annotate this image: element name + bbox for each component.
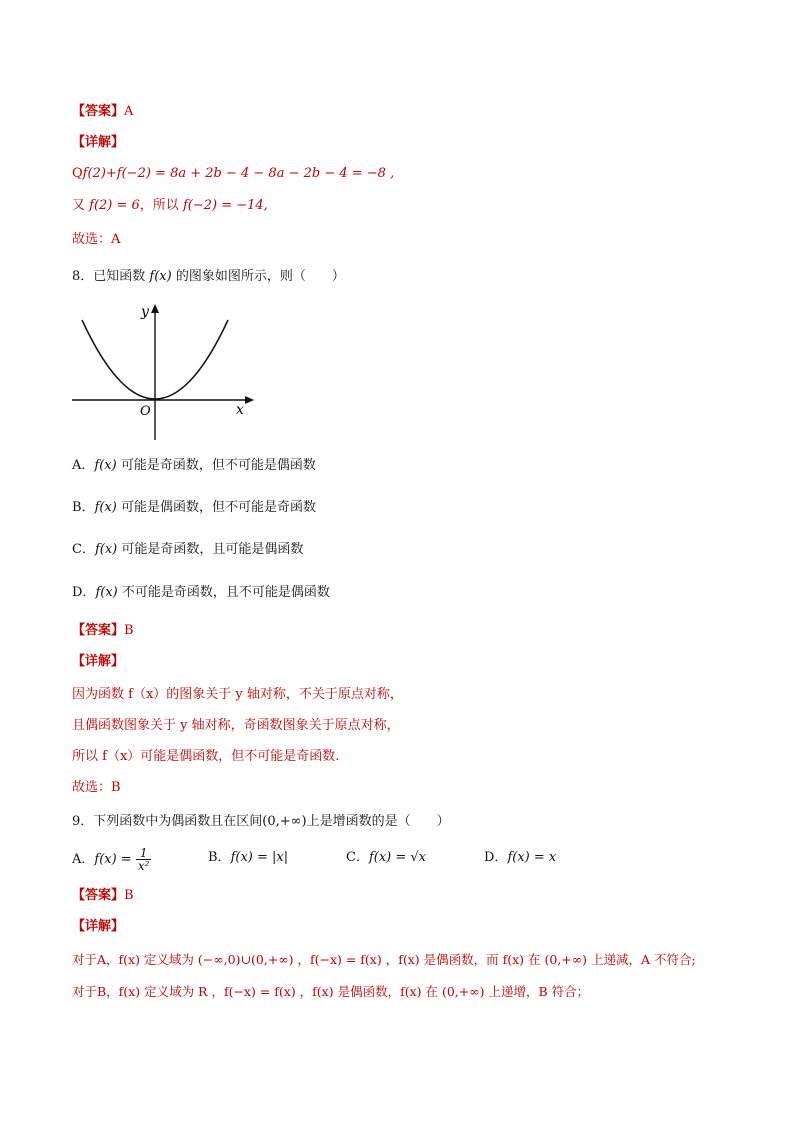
option-math: f(x) = bbox=[94, 852, 136, 867]
question-9-stem bbox=[72, 813, 450, 831]
question-8-stem bbox=[72, 268, 345, 286]
y-label: y bbox=[141, 304, 149, 320]
detail-tag: 【详解】 bbox=[72, 919, 125, 934]
stem-text: 的图象如图所示，则（ ） bbox=[171, 269, 345, 284]
detail-tag-line-1 bbox=[72, 134, 124, 152]
choose-line-1: 故选：A bbox=[72, 232, 121, 247]
detail-tag-line-9 bbox=[72, 918, 124, 936]
stem-text: 9．下列函数中为偶函数且在区间 bbox=[72, 814, 263, 829]
option-letter: B． bbox=[208, 850, 231, 865]
fraction-numerator: 1 bbox=[136, 847, 152, 860]
detail-8-line-1: 因为函数 f（x）的图象关于 y 轴对称，不关于原点对称， bbox=[72, 687, 403, 702]
option-math: f(x) bbox=[94, 542, 118, 557]
detail-9-line-1: 对于A，f(x) 定义域为 (−∞,0)∪(0,+∞) ，f(−x) = f(x) ，f(x) 是偶函数，而 f(x) 在 (0,+∞) 上递减，A 不符合; bbox=[72, 952, 696, 967]
parabola-graph bbox=[68, 298, 258, 444]
text-segment: 又 bbox=[72, 198, 90, 213]
x-label: x bbox=[236, 402, 244, 418]
option-letter: D． bbox=[72, 585, 96, 600]
origin-label: O bbox=[140, 404, 151, 419]
option-letter: C． bbox=[72, 542, 95, 557]
answer-line-1 bbox=[72, 103, 133, 121]
option-text: 不可能是奇函数，且不可能是偶函数 bbox=[117, 585, 330, 600]
answer-value: B bbox=[124, 623, 134, 638]
y-axis-arrow bbox=[151, 304, 159, 313]
q9-option-a[interactable] bbox=[72, 847, 151, 872]
fraction bbox=[136, 847, 152, 872]
answer-tag: 【答案】 bbox=[72, 104, 125, 119]
answer-value: B bbox=[124, 888, 134, 903]
option-math: f(x) = x bbox=[507, 850, 557, 865]
choose-line-8: 故选：B bbox=[72, 780, 121, 795]
q9-option-c[interactable] bbox=[346, 849, 426, 867]
answer-value: A bbox=[124, 104, 134, 119]
option-math: f(x) = √x bbox=[368, 850, 427, 865]
x-axis-arrow bbox=[245, 396, 254, 404]
answer-tag: 【答案】 bbox=[72, 888, 125, 903]
option-c[interactable] bbox=[72, 541, 303, 559]
option-text: 可能是奇函数，且可能是偶函数 bbox=[117, 542, 304, 557]
q9-option-d[interactable] bbox=[484, 849, 556, 867]
detail-8-line-3: 所以 f（x）可能是偶函数，但不可能是奇函数. bbox=[72, 749, 340, 764]
text-segment: ，所以 bbox=[139, 198, 183, 213]
solution-line-2 bbox=[72, 197, 268, 215]
q9-option-b[interactable] bbox=[208, 849, 288, 867]
stem-math: (0,+∞) bbox=[262, 814, 307, 829]
equation-fneg2: f(−2) = −14, bbox=[182, 198, 268, 213]
option-letter: D． bbox=[484, 850, 508, 865]
option-math: f(x) bbox=[95, 585, 118, 600]
stem-text: 上是增函数的是（ ） bbox=[306, 814, 450, 829]
option-math: f(x) bbox=[94, 500, 117, 515]
detail-8-line-2: 且偶函数图象关于 y 轴对称，奇函数图象关于原点对称， bbox=[72, 718, 400, 733]
detail-tag: 【详解】 bbox=[72, 654, 125, 669]
option-letter: A． bbox=[72, 458, 95, 473]
equation-sum: f(2)+f(−2) = 8a + 2b − 4 − 8a − 2b − 4 = −8 , bbox=[82, 166, 395, 181]
option-letter: A． bbox=[72, 852, 95, 867]
stem-text: 8．已知函数 bbox=[72, 269, 150, 284]
because-symbol: Q bbox=[72, 166, 83, 181]
stem-math: f(x) bbox=[149, 269, 172, 284]
option-math: f(x) = |x| bbox=[230, 850, 289, 865]
option-text: 可能是奇函数，但不可能是偶函数 bbox=[116, 458, 316, 473]
option-text: 可能是偶函数，但不可能是奇函数 bbox=[116, 500, 316, 515]
option-letter: C． bbox=[346, 850, 369, 865]
detail-tag-line-8 bbox=[72, 653, 124, 671]
option-d[interactable] bbox=[72, 584, 330, 602]
detail-tag: 【详解】 bbox=[72, 135, 125, 150]
fraction-denominator: x² bbox=[137, 859, 150, 873]
answer-line-8 bbox=[72, 622, 134, 640]
equation-f2: f(2) = 6 bbox=[89, 198, 140, 213]
answer-line-9 bbox=[72, 887, 134, 905]
option-math: f(x) bbox=[94, 458, 117, 473]
option-letter: B． bbox=[72, 500, 95, 515]
solution-line-1 bbox=[72, 165, 394, 183]
detail-9-line-2: 对于B，f(x) 定义域为 R ，f(−x) = f(x) ，f(x) 是偶函数，f(x) 在 (0,+∞) 上递增，B 符合； bbox=[72, 984, 590, 999]
option-b[interactable] bbox=[72, 499, 316, 517]
option-a[interactable] bbox=[72, 457, 316, 475]
answer-tag: 【答案】 bbox=[72, 623, 125, 638]
